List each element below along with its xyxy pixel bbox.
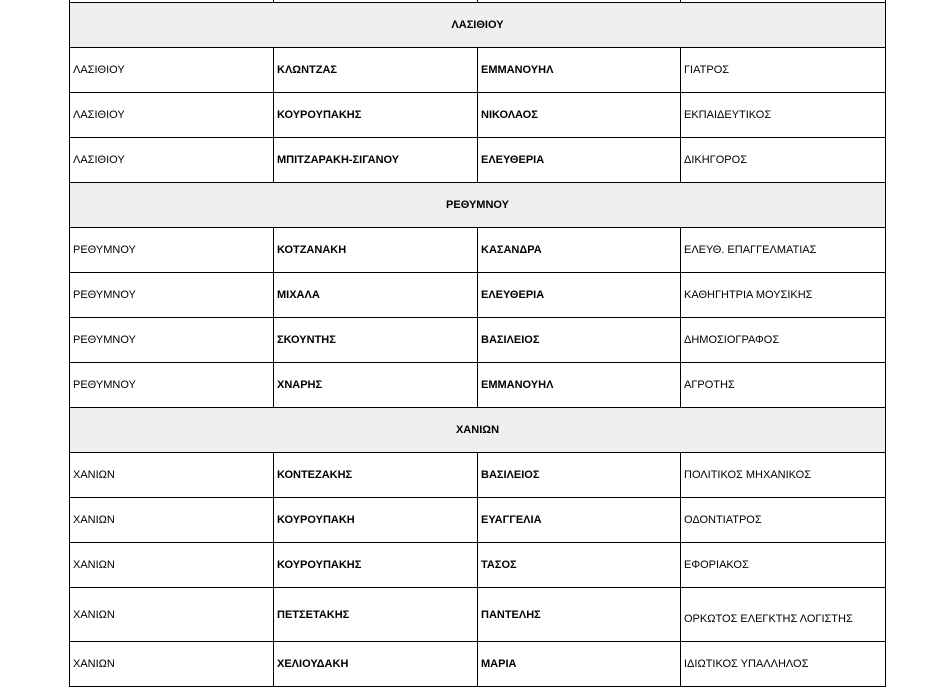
- surname-cell: ΜΠΙΤΖΑΡΑΚΗ-ΣΙΓΑΝΟΥ: [274, 138, 478, 183]
- prefecture-cell: ΡΕΘΥΜΝΟΥ: [70, 318, 274, 363]
- surname-cell: ΚΟΥΡΟΥΠΑΚΗΣ: [274, 543, 478, 588]
- table-row: [70, 642, 886, 687]
- prefecture-cell: ΧΑΝΙΩΝ: [70, 453, 274, 498]
- surname-cell: ΚΛΩΝΤΖΑΣ: [274, 48, 478, 93]
- table-row: [70, 498, 886, 543]
- occupation-cell: ΔΙΚΗΓΟΡΟΣ: [681, 138, 886, 183]
- prefecture-cell: ΧΑΝΙΩΝ: [70, 642, 274, 687]
- table-row: [70, 453, 886, 498]
- surname-cell: ΚΟΤΖΑΝΑΚΗ: [274, 228, 478, 273]
- section-title: ΧΑΝΙΩΝ: [70, 408, 886, 453]
- occupation-cell: ΕΚΠΑΙΔΕΥΤΙΚΟΣ: [681, 93, 886, 138]
- prefecture-cell: ΛΑΣΙΘΙΟΥ: [70, 138, 274, 183]
- table-row: [70, 543, 886, 588]
- prefecture-cell: ΛΑΣΙΘΙΟΥ: [70, 93, 274, 138]
- surname-cell: ΠΕΤΣΕΤΑΚΗΣ: [274, 588, 478, 642]
- table-row: [70, 138, 886, 183]
- surname-cell: ΚΟΥΡΟΥΠΑΚΗ: [274, 498, 478, 543]
- candidate-table: [69, 0, 886, 687]
- first-name-cell: ΒΑΣΙΛΕΙΟΣ: [478, 318, 681, 363]
- table-row: [70, 48, 886, 93]
- table-row: [70, 318, 886, 363]
- first-name-cell: ΕΜΜΑΝΟΥΗΛ: [478, 363, 681, 408]
- occupation-cell: ΕΦΟΡΙΑΚΟΣ: [681, 543, 886, 588]
- surname-cell: ΧΝΑΡΗΣ: [274, 363, 478, 408]
- surname-cell: ΣΚΟΥΝΤΗΣ: [274, 318, 478, 363]
- surname-cell: ΜΙΧΑΛΑ: [274, 273, 478, 318]
- occupation-cell: ΓΙΑΤΡΟΣ: [681, 48, 886, 93]
- first-name-cell: ΤΑΣΟΣ: [478, 543, 681, 588]
- table-row: [70, 93, 886, 138]
- occupation-cell: ΚΑΘΗΓΗΤΡΙΑ ΜΟΥΣΙΚΗΣ: [681, 273, 886, 318]
- surname-cell: ΚΟΝΤΕΖΑΚΗΣ: [274, 453, 478, 498]
- prefecture-cell: ΡΕΘΥΜΝΟΥ: [70, 363, 274, 408]
- occupation-cell: ΠΟΛΙΤΙΚΟΣ ΜΗΧΑΝΙΚΟΣ: [681, 453, 886, 498]
- table-row: [70, 273, 886, 318]
- first-name-cell: ΕΥΑΓΓΕΛΙΑ: [478, 498, 681, 543]
- first-name-cell: ΕΛΕΥΘΕΡΙΑ: [478, 138, 681, 183]
- section-header: [70, 408, 886, 453]
- section-header: [70, 183, 886, 228]
- first-name-cell: ΠΑΝΤΕΛΗΣ: [478, 588, 681, 642]
- surname-cell: ΚΟΥΡΟΥΠΑΚΗΣ: [274, 93, 478, 138]
- prefecture-cell: ΧΑΝΙΩΝ: [70, 498, 274, 543]
- first-name-cell: ΚΑΣΑΝΔΡΑ: [478, 228, 681, 273]
- first-name-cell: ΜΑΡΙΑ: [478, 642, 681, 687]
- prefecture-cell: ΧΑΝΙΩΝ: [70, 543, 274, 588]
- occupation-cell: ΟΡΚΩΤΟΣ ΕΛΕΓΚΤΗΣ ΛΟΓΙΣΤΗΣ: [681, 588, 886, 642]
- first-name-cell: ΕΛΕΥΘΕΡΙΑ: [478, 273, 681, 318]
- occupation-cell: ΔΗΜΟΣΙΟΓΡΑΦΟΣ: [681, 318, 886, 363]
- section-title: ΛΑΣΙΘΙΟΥ: [70, 3, 886, 48]
- section-title: ΡΕΘΥΜΝΟΥ: [70, 183, 886, 228]
- occupation-cell: ΟΔΟΝΤΙΑΤΡΟΣ: [681, 498, 886, 543]
- first-name-cell: ΒΑΣΙΛΕΙΟΣ: [478, 453, 681, 498]
- occupation-cell: ΙΔΙΩΤΙΚΟΣ ΥΠΑΛΛΗΛΟΣ: [681, 642, 886, 687]
- first-name-cell: ΝΙΚΟΛΑΟΣ: [478, 93, 681, 138]
- prefecture-cell: ΡΕΘΥΜΝΟΥ: [70, 228, 274, 273]
- section-header: [70, 3, 886, 48]
- table-row: [70, 363, 886, 408]
- prefecture-cell: ΡΕΘΥΜΝΟΥ: [70, 273, 274, 318]
- prefecture-cell: ΛΑΣΙΘΙΟΥ: [70, 48, 274, 93]
- prefecture-cell: ΧΑΝΙΩΝ: [70, 588, 274, 642]
- occupation-cell: ΑΓΡΟΤΗΣ: [681, 363, 886, 408]
- table-row: [70, 588, 886, 642]
- first-name-cell: ΕΜΜΑΝΟΥΗΛ: [478, 48, 681, 93]
- surname-cell: ΧΕΛΙΟΥΔΑΚΗ: [274, 642, 478, 687]
- candidate-table-page: [69, 0, 885, 687]
- table-row: [70, 228, 886, 273]
- occupation-cell: ΕΛΕΥΘ. ΕΠΑΓΓΕΛΜΑΤΙΑΣ: [681, 228, 886, 273]
